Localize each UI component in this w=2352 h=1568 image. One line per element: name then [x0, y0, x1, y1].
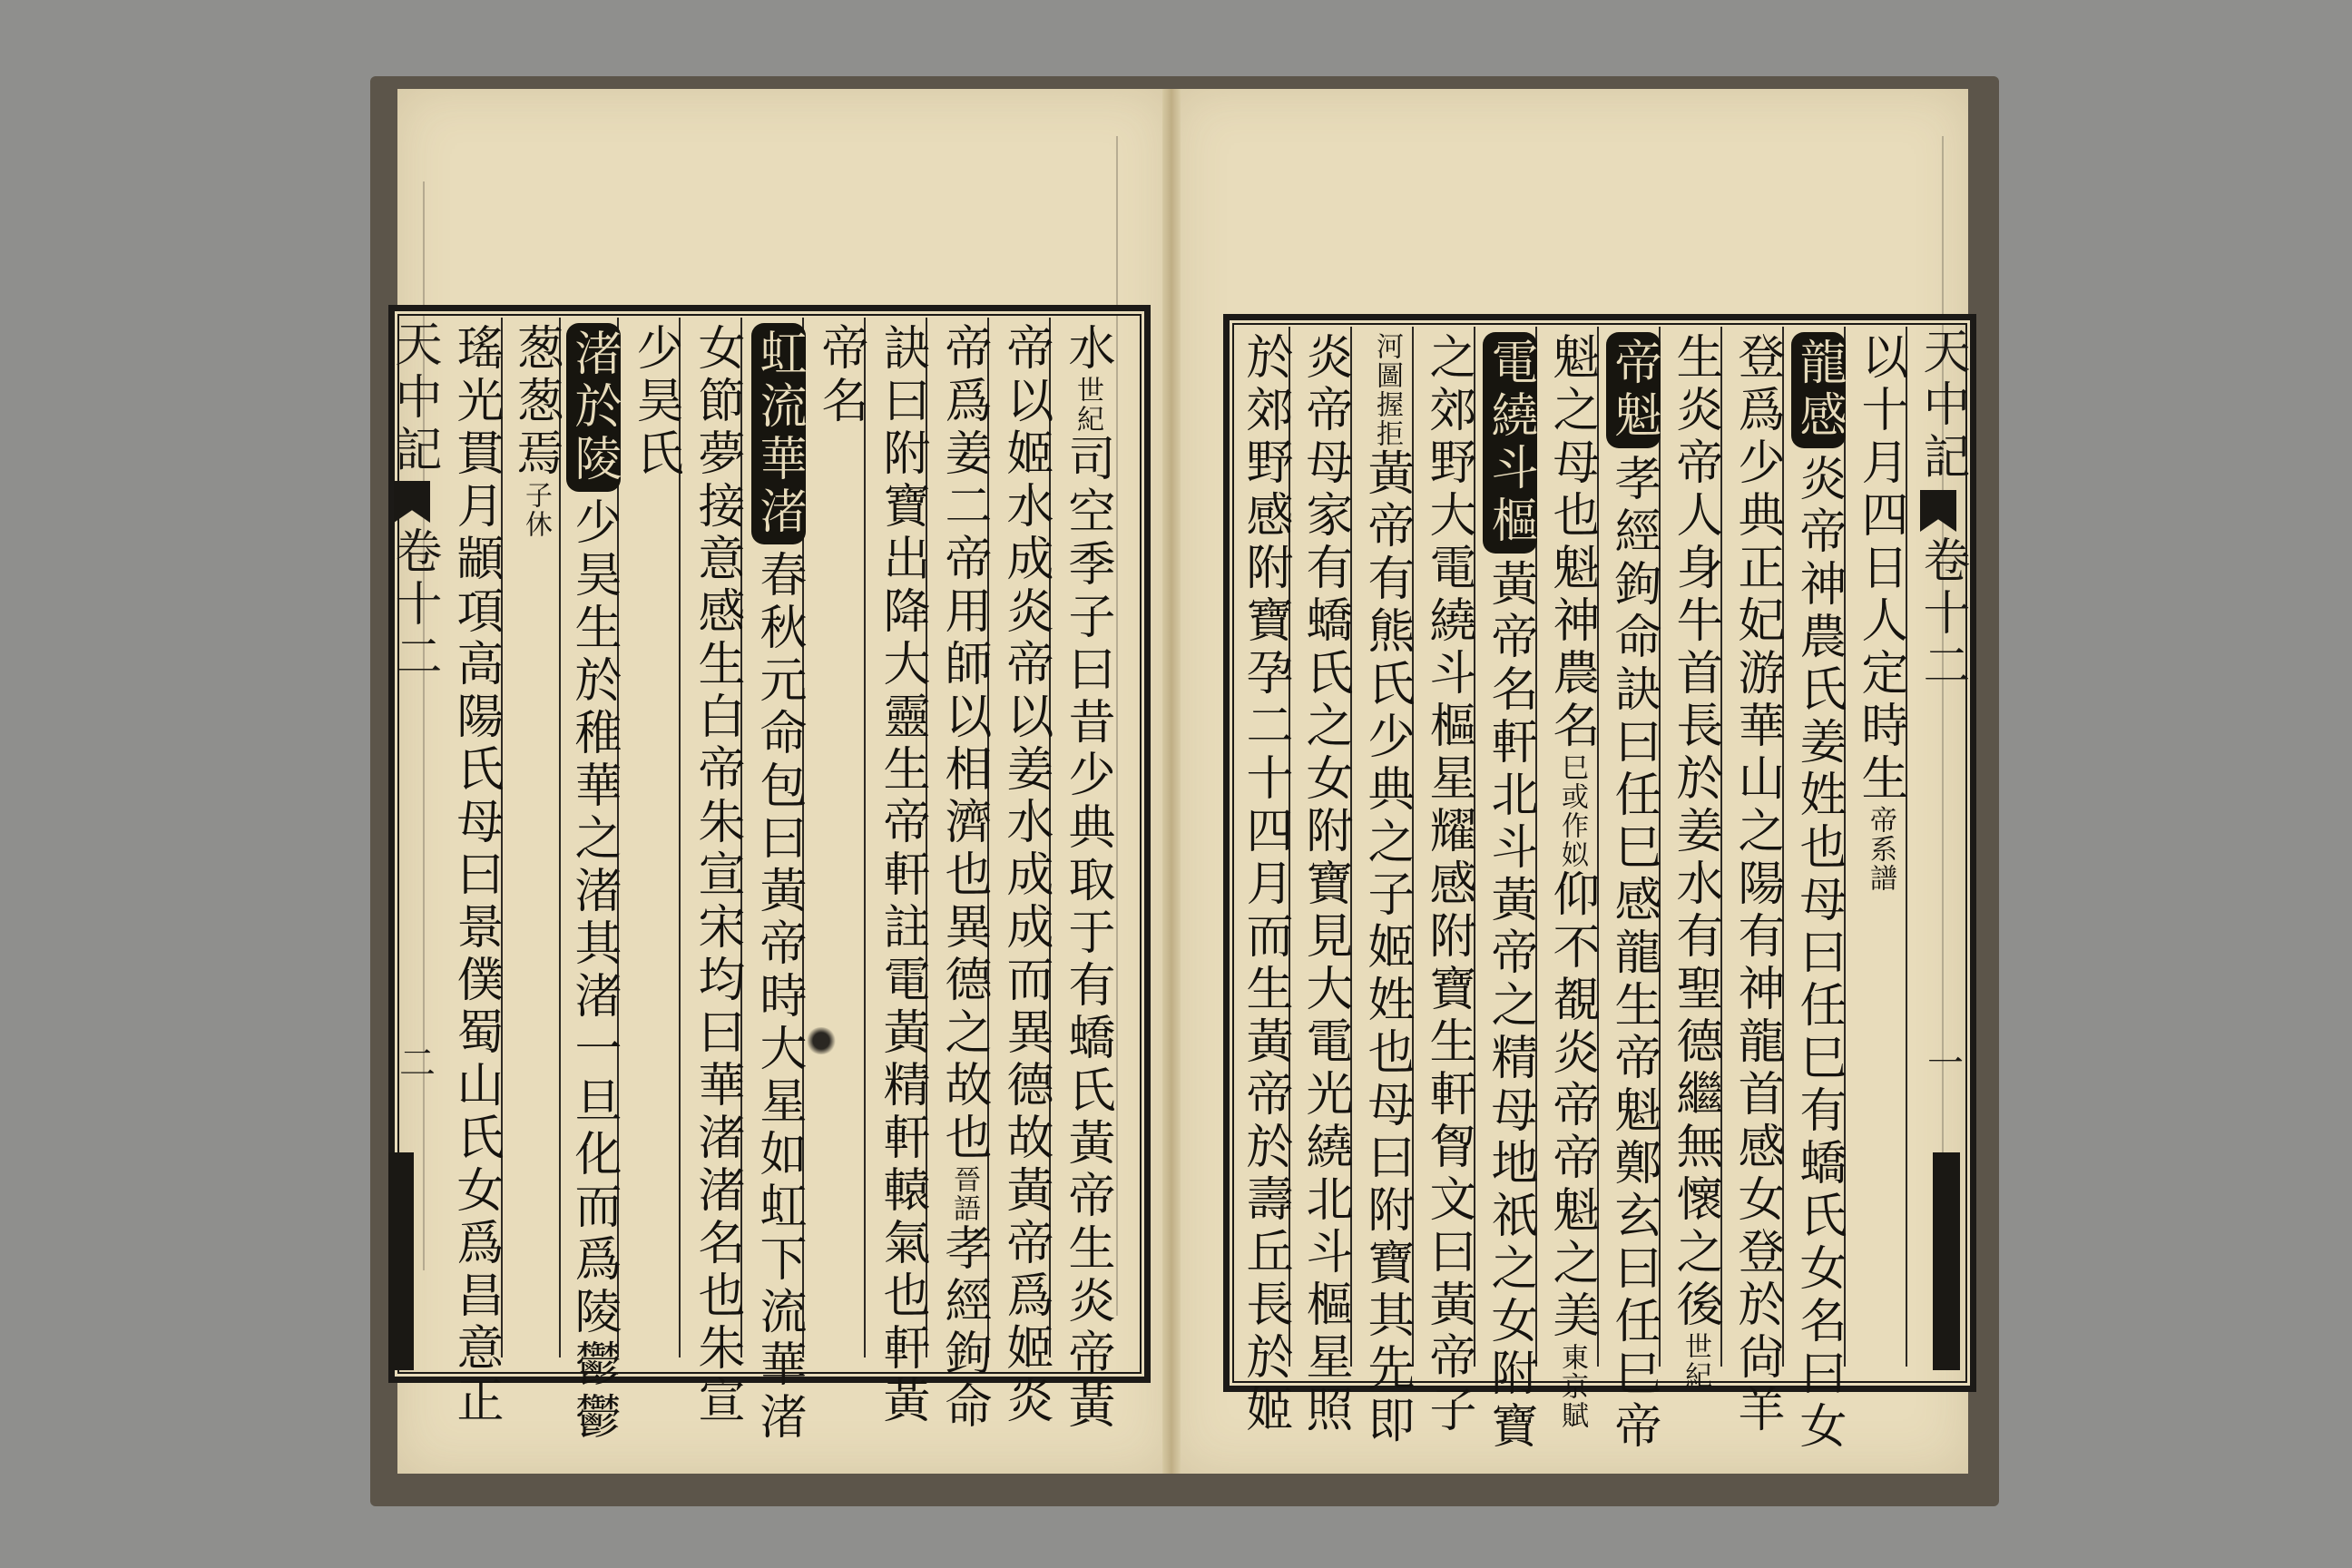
col-text: 帝爲姜二帝用師以相濟也異德之故也: [936, 323, 991, 1165]
left-col-7: [690, 323, 744, 1428]
col-text: 黃帝有熊氏少典之子姬姓也母曰附寶其先即: [1359, 448, 1414, 1448]
left-spine-volume: 卷十二: [387, 526, 441, 684]
left-col-9: [566, 323, 621, 1445]
left-col-5: [813, 323, 867, 428]
heading-tag: 帝魁: [1606, 332, 1661, 448]
right-spine-title: 天中記: [1915, 327, 1969, 485]
col-text: 少昊氏: [628, 323, 682, 481]
right-col-7: [1483, 332, 1537, 1454]
col-note: 東京賦: [1556, 1343, 1588, 1430]
right-col-9: [1359, 332, 1414, 1448]
col-note: 世紀: [1680, 1332, 1711, 1390]
heading-tag: 龍感: [1791, 332, 1846, 448]
book-gutter: [1162, 89, 1181, 1474]
col-text: 帝以姬水成炎帝以姜水成成而異德故黃帝爲姬炎: [998, 323, 1053, 1428]
left-col-11: [448, 323, 503, 1428]
left-col-8: [628, 323, 682, 481]
right-col-10: [1298, 332, 1352, 1437]
heading-tag: 電繞斗樞: [1483, 332, 1537, 554]
col-text: 炎帝神農氏姜姓也母曰任巳有蟜氏女名曰女: [1791, 454, 1846, 1454]
col-text: 炎帝母家有蟜氏之女附寶見大電光繞北斗樞星照: [1298, 332, 1352, 1437]
heading-tag: 虹流華渚: [751, 323, 806, 544]
col-text: 孝經鉤命訣曰任巳感龍生帝魁鄭玄曰任巳帝: [1606, 454, 1661, 1454]
col-text: 仰不覩炎帝帝魁之美: [1544, 869, 1599, 1343]
col-text: 水: [1060, 323, 1114, 376]
col-note: 帝系譜: [1865, 806, 1896, 893]
col-note: 河圖握拒: [1371, 332, 1403, 448]
left-col-10: [508, 323, 563, 539]
col-text: 少昊生於稚華之渚其渚一旦化而爲陵鬱鬱: [566, 497, 621, 1445]
col-text: 生炎帝人身牛首長於姜水有聖德繼無懷之後: [1668, 332, 1722, 1332]
left-spine-title: 天中記: [387, 319, 441, 477]
col-text: 女節夢接意感生白帝朱宣宋均曰華渚渚名也朱宣: [690, 323, 744, 1428]
right-col-11: [1238, 332, 1292, 1437]
col-note: 世紀: [1072, 376, 1103, 434]
col-note: 巳或作姒: [1556, 753, 1588, 869]
col-note: 子休: [520, 481, 552, 539]
right-col-8: [1421, 332, 1475, 1437]
right-black-mouth: [1933, 1152, 1960, 1370]
right-col-1: [1853, 332, 1907, 893]
col-text: 春秋元命包曰黃帝時大星如虹下流華渚: [751, 550, 806, 1445]
col-text: 瑤光貫月顓項高陽氏母曰景僕蜀山氏女爲昌意正: [448, 323, 503, 1428]
col-text: 以十月四日人定時生: [1853, 332, 1907, 806]
right-col-2: [1791, 332, 1846, 1454]
col-text: 之郊野大電繞斗樞星耀感附寶生軒胷文曰黃帝子: [1421, 332, 1475, 1437]
left-col-2: [998, 323, 1053, 1428]
col-text: 司空季子曰昔少典取于有蟜氏黃帝生炎帝黃: [1060, 434, 1114, 1434]
left-col-3: [936, 323, 991, 1434]
col-text: 葱葱焉: [508, 323, 563, 481]
col-text: 黃帝名軒北斗黃帝之精母地祇之女附寶: [1483, 559, 1537, 1454]
col-text: 魁之母也魁神農名: [1544, 332, 1599, 753]
heading-tag: 渚於陵: [566, 323, 621, 492]
left-leaf-number: 二: [399, 1043, 436, 1084]
col-text: 孝經鉤命: [936, 1223, 991, 1434]
right-col-3: [1730, 332, 1784, 1437]
left-col-1: [1060, 323, 1114, 1434]
left-col-4: [875, 323, 929, 1428]
right-col-5: [1606, 332, 1661, 1454]
right-col-6: [1544, 332, 1599, 1430]
right-col-4: [1668, 332, 1722, 1390]
left-col-6: [751, 323, 806, 1445]
col-note: 晉語: [948, 1165, 980, 1223]
col-text: 登爲少典正妃游華山之陽有神龍首感女登於尙羊: [1730, 332, 1784, 1437]
right-spine-volume: 卷十二: [1915, 535, 1969, 693]
left-black-mouth: [388, 1152, 414, 1370]
col-text: 帝名: [813, 323, 867, 428]
right-leaf-number: 一: [1927, 1043, 1964, 1084]
col-text: 於郊野感附寶孕二十四月而生黃帝於壽丘長於姬: [1238, 332, 1292, 1437]
ink-stain: [806, 1027, 837, 1054]
col-text: 訣曰附寶出降大靈生帝軒註電黃精軒轅氣也軒黃: [875, 323, 929, 1428]
